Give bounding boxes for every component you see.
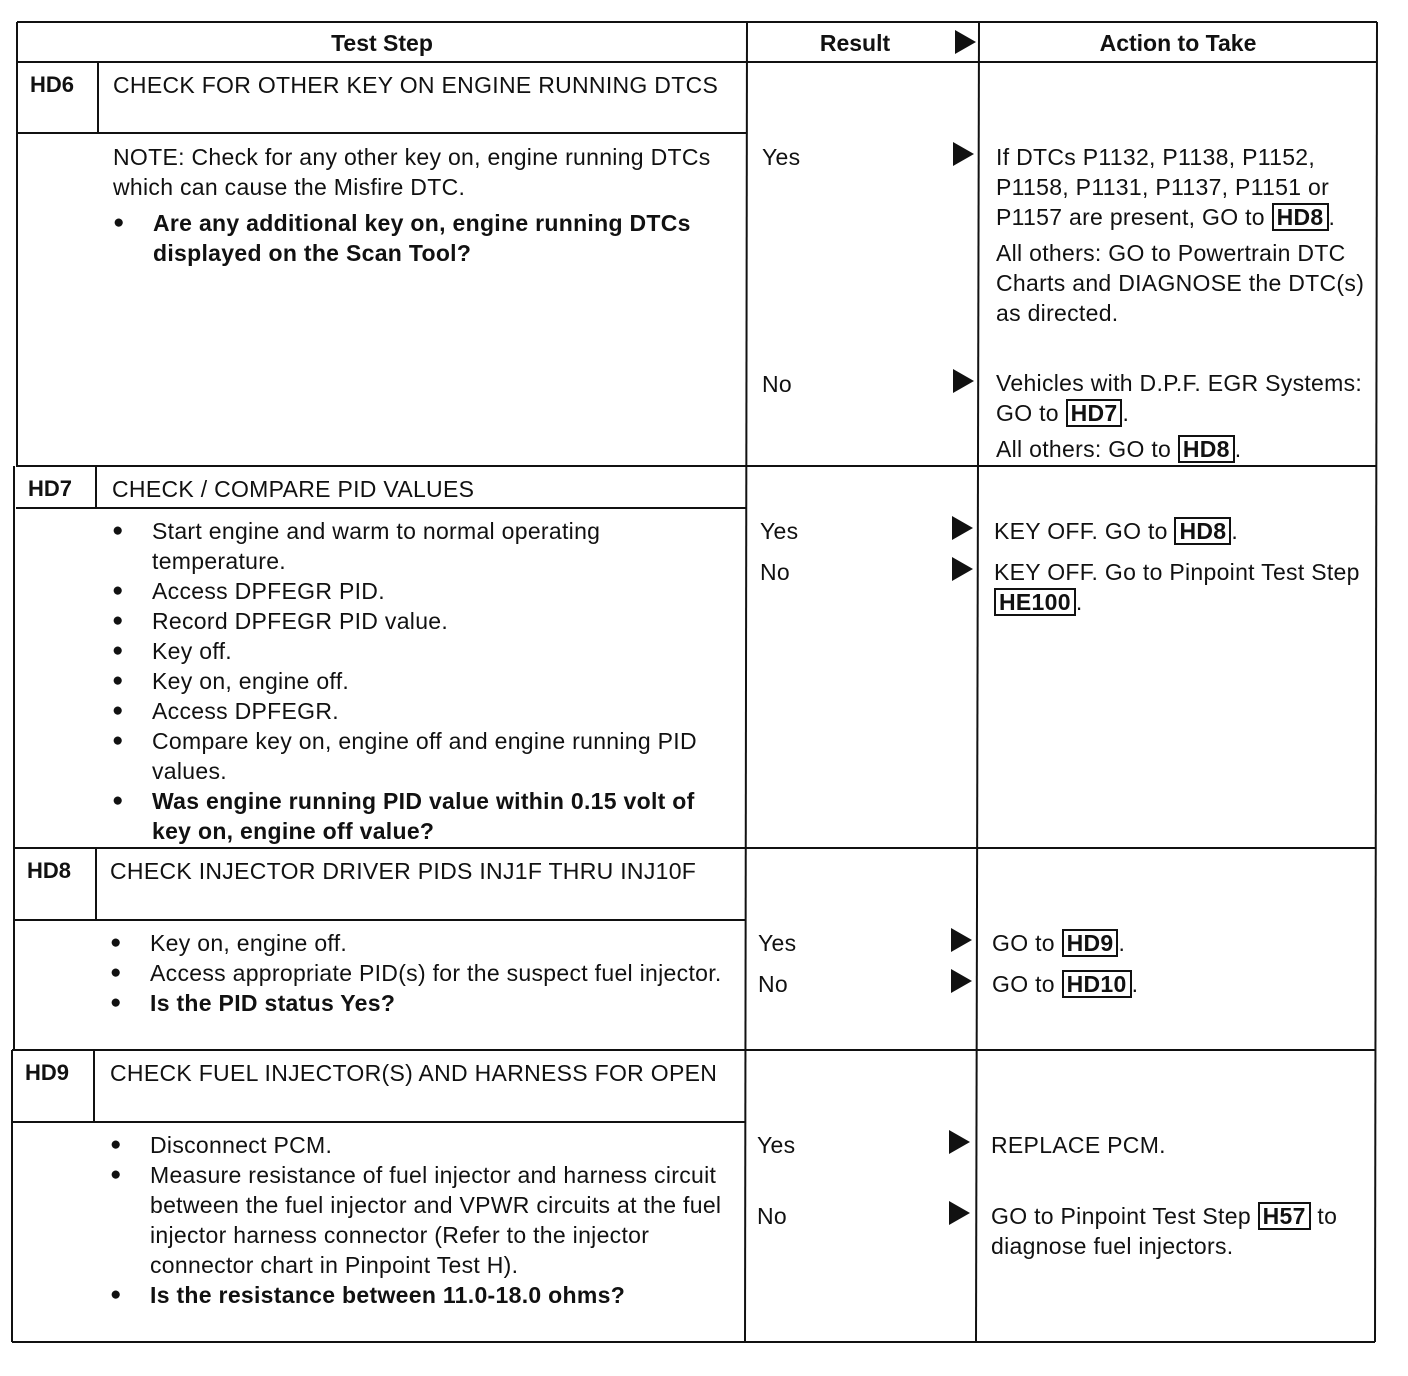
arrow-icon: [949, 1201, 970, 1225]
action-text: KEY OFF. GO to: [994, 518, 1168, 544]
step-ref-link[interactable]: HD8: [1178, 435, 1235, 463]
action-text: All others: GO to: [996, 436, 1172, 462]
action-text: to diagnose fuel injectors.: [991, 1203, 1338, 1259]
step-title-hd8: CHECK INJECTOR DRIVER PIDS INJ1F THRU INJ10F: [110, 858, 697, 884]
step-title-hd6: CHECK FOR OTHER KEY ON ENGINE RUNNING DTCS: [113, 72, 719, 98]
action-no-hd8: GO to HD10 .: [992, 971, 1139, 997]
step-body-hd9: [110, 1130, 735, 1310]
result-no-hd9: No: [757, 1203, 788, 1229]
step-body-hd6: [113, 142, 733, 268]
step-ref-link[interactable]: HD8: [1174, 517, 1231, 545]
question-hd6: ● Are any additional key on, engine running DTCs displayed on the Scan Tool?: [113, 208, 733, 268]
step-id-hd7: HD7: [28, 476, 73, 501]
action-text: GO to: [992, 971, 1055, 997]
step-ref-link[interactable]: HD7: [1066, 399, 1123, 427]
step-ref-link[interactable]: H57: [1258, 1202, 1311, 1230]
step-ref-link[interactable]: HE100: [994, 588, 1076, 616]
arrow-icon: [953, 369, 974, 393]
arrow-icon: [951, 928, 972, 952]
action-yes-hd9: REPLACE PCM.: [991, 1132, 1166, 1158]
step-id-hd6: HD6: [30, 72, 75, 97]
action-no-hd6: Vehicles with D.P.F. EGR Systems: GO to HD7 . All others: GO to HD8 .: [996, 370, 1363, 462]
step-id-hd9: HD9: [25, 1060, 70, 1085]
step-body-hd7: [112, 516, 732, 846]
result-no-hd7: No: [760, 559, 791, 585]
action-no-hd9: [991, 1201, 1367, 1261]
action-text: GO to: [992, 930, 1055, 956]
header-test-step: Test Step: [331, 30, 433, 56]
action-yes-hd6: If DTCs P1132, P1138, P1152, P1158, P1131, P1137, P1151 or P1157 are present, GO to HD8 . All others: GO to Powertrain DTC Charts and DIAGNOSE the DTC(s) as directed.: [996, 142, 1368, 334]
bullet-item: ● Key on, engine off.: [110, 928, 730, 958]
action-text: Vehicles with D.P.F. EGR Systems: GO to: [996, 370, 1363, 426]
result-yes-hd9: Yes: [757, 1132, 796, 1158]
bullet-item: ● Disconnect PCM.: [110, 1130, 735, 1160]
step-ref-link[interactable]: HD9: [1062, 929, 1119, 957]
result-yes-hd7: Yes: [760, 518, 799, 544]
bullet-item: ● Access DPFEGR.: [112, 696, 732, 726]
note-hd6: NOTE: Check for any other key on, engine running DTCs which can cause the Misfire DTC.: [113, 144, 711, 200]
step-title-hd9: CHECK FUEL INJECTOR(S) AND HARNESS FOR OPEN: [110, 1060, 718, 1086]
step-ref-link[interactable]: HD8: [1272, 203, 1329, 231]
arrow-icon: [951, 969, 972, 993]
bullet-item: ● Measure resistance of fuel injector and harness circuit between the fuel injector and VPWR circuits at the fuel injector harness connector (Refer to the injector connector chart in Pinpoint Test H).: [110, 1160, 735, 1280]
arrow-icon: [949, 1130, 970, 1154]
action-text: If DTCs P1132, P1138, P1152, P1158, P1131, P1137, P1151 or P1157 are present, GO to: [996, 144, 1330, 230]
arrow-icon: [952, 557, 973, 581]
bullet-item: ● Key on, engine off.: [112, 666, 732, 696]
bullet-item: ● Record DPFEGR PID value.: [112, 606, 732, 636]
result-yes-hd6: Yes: [762, 144, 801, 170]
bullet-item: ● Compare key on, engine off and engine running PID values.: [112, 726, 732, 786]
question-hd7: ● Was engine running PID value within 0.15 volt of key on, engine off value?: [112, 786, 732, 846]
result-no-hd6: No: [762, 371, 793, 397]
header-result: Result: [819, 30, 891, 56]
arrow-icon: [952, 516, 973, 540]
step-id-hd8: HD8: [27, 858, 72, 883]
header-arrow-icon: [955, 30, 976, 54]
action-text: GO to Pinpoint Test Step: [991, 1203, 1251, 1229]
arrow-icon: [953, 142, 974, 166]
action-text: All others: GO to Powertrain DTC Charts and DIAGNOSE the DTC(s) as directed.: [996, 240, 1365, 326]
bullet-item: ● Key off.: [112, 636, 732, 666]
step-body-hd8: [110, 928, 730, 1018]
bullet-item: ● Start engine and warm to normal operating temperature.: [112, 516, 732, 576]
result-yes-hd8: Yes: [758, 930, 797, 956]
action-no-hd7: KEY OFF. Go to Pinpoint Test Step HE100 .: [994, 559, 1360, 615]
action-text: KEY OFF. Go to Pinpoint Test Step: [994, 559, 1360, 585]
result-no-hd8: No: [758, 971, 789, 997]
question-hd9: ● Is the resistance between 11.0-18.0 ohms?: [110, 1280, 735, 1310]
question-hd8: ● Is the PID status Yes?: [110, 988, 730, 1018]
step-title-hd7: CHECK / COMPARE PID VALUES: [112, 476, 475, 502]
action-yes-hd8: GO to HD9 .: [992, 930, 1126, 956]
bullet-item: ● Access DPFEGR PID.: [112, 576, 732, 606]
action-yes-hd7: KEY OFF. GO to HD8 .: [994, 518, 1239, 544]
bullet-item: ● Access appropriate PID(s) for the suspect fuel injector.: [110, 958, 730, 988]
header-action: Action to Take: [1099, 30, 1257, 56]
step-ref-link[interactable]: HD10: [1062, 970, 1132, 998]
